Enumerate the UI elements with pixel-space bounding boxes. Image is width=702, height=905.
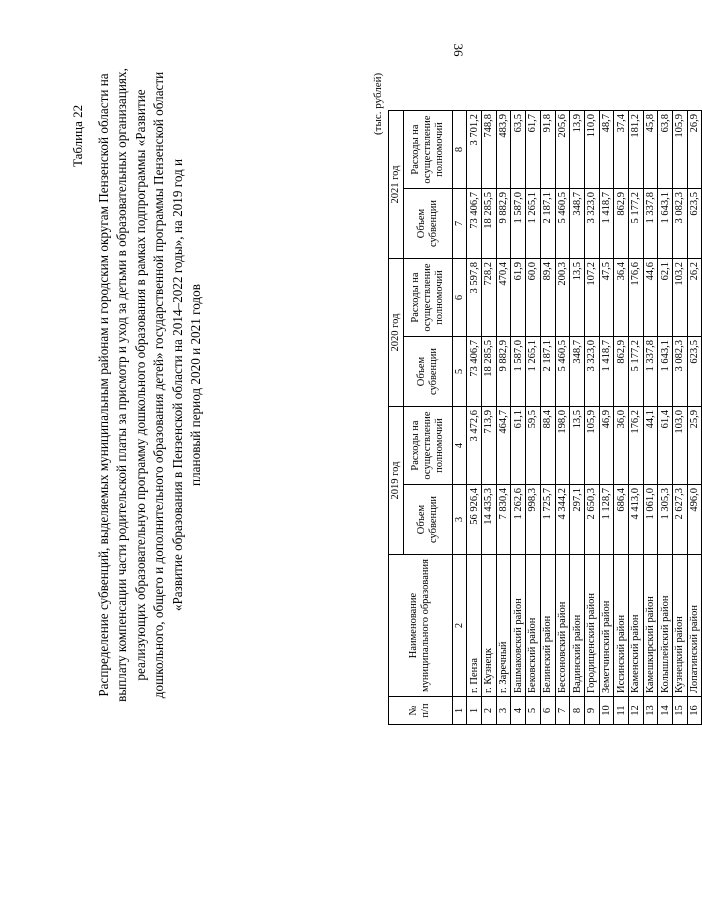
municipality-name: Колышлейский район xyxy=(658,555,673,697)
volume-2021: 2 187,1 xyxy=(540,189,555,259)
municipality-name: Башмаковский район xyxy=(511,555,526,697)
table-row xyxy=(526,111,541,725)
column-number: 3 xyxy=(452,485,467,555)
table-body xyxy=(467,111,702,725)
expenses-2021: 61,7 xyxy=(526,111,541,189)
document-title xyxy=(95,25,205,745)
units-label: (тыс. рублей) xyxy=(372,72,384,135)
row-number: 12 xyxy=(628,697,643,725)
volume-2020: 18 285,5 xyxy=(482,337,497,407)
expenses-2021: 3 701,2 xyxy=(467,111,482,189)
header-name: Наименование муниципального образования xyxy=(389,555,453,697)
column-number: 4 xyxy=(452,407,467,485)
volume-2020: 73 406,7 xyxy=(467,337,482,407)
table-row xyxy=(614,111,629,725)
volume-2019: 2 650,3 xyxy=(584,485,599,555)
volume-2019: 7 830,4 xyxy=(496,485,511,555)
volume-2021: 5 460,5 xyxy=(555,189,570,259)
expenses-2019: 44,1 xyxy=(643,407,658,485)
column-number: 1 xyxy=(452,697,467,725)
municipality-name: г. Заречный xyxy=(496,555,511,697)
expenses-2019: 105,9 xyxy=(584,407,599,485)
row-number: 3 xyxy=(496,697,511,725)
table-label: Таблица 22 xyxy=(70,104,85,167)
municipality-name: г. Кузнецк xyxy=(482,555,497,697)
volume-2021: 18 285,5 xyxy=(482,189,497,259)
column-number: 2 xyxy=(452,555,467,697)
expenses-2020: 47,5 xyxy=(599,259,614,337)
volume-2021: 348,7 xyxy=(570,189,585,259)
table-row xyxy=(658,111,673,725)
volume-2020: 5 177,2 xyxy=(628,337,643,407)
municipality-name: Белинский район xyxy=(540,555,555,697)
expenses-2020: 200,3 xyxy=(555,259,570,337)
table-row xyxy=(496,111,511,725)
column-number: 6 xyxy=(452,259,467,337)
expenses-2021: 48,7 xyxy=(599,111,614,189)
volume-2019: 1 128,7 xyxy=(599,485,614,555)
volume-2021: 623,5 xyxy=(687,189,702,259)
volume-2019: 4 344,2 xyxy=(555,485,570,555)
table-row xyxy=(673,111,688,725)
municipality-name: Земетчинский район xyxy=(599,555,614,697)
municipality-name: Вадинский район xyxy=(570,555,585,697)
expenses-2019: 61,1 xyxy=(511,407,526,485)
volume-2019: 686,4 xyxy=(614,485,629,555)
volume-2019: 998,3 xyxy=(526,485,541,555)
municipality-name: Каменский район xyxy=(628,555,643,697)
title-line: дошкольного, общего и дополнительного образования детей» государственной программы Пензенской области xyxy=(151,71,167,699)
header-year-2021: 2021 год xyxy=(389,111,404,259)
expenses-2020: 61,9 xyxy=(511,259,526,337)
expenses-2020: 36,4 xyxy=(614,259,629,337)
volume-2020: 2 187,1 xyxy=(540,337,555,407)
volume-2021: 3 082,3 xyxy=(673,189,688,259)
volume-2021: 1 418,7 xyxy=(599,189,614,259)
row-number: 8 xyxy=(570,697,585,725)
volume-2020: 862,9 xyxy=(614,337,629,407)
header-year-2020: 2020 год xyxy=(389,259,404,407)
expenses-2019: 198,0 xyxy=(555,407,570,485)
municipality-name: Камешкирский район xyxy=(643,555,658,697)
row-number: 4 xyxy=(511,697,526,725)
column-number: 8 xyxy=(452,111,467,189)
expenses-2021: 205,6 xyxy=(555,111,570,189)
expenses-2019: 36,0 xyxy=(614,407,629,485)
expenses-2020: 44,6 xyxy=(643,259,658,337)
municipality-name: Кузнецкий район xyxy=(673,555,688,697)
table-row xyxy=(467,111,482,725)
expenses-2021: 483,9 xyxy=(496,111,511,189)
expenses-2021: 37,4 xyxy=(614,111,629,189)
volume-2020: 1 643,1 xyxy=(658,337,673,407)
expenses-2020: 107,2 xyxy=(584,259,599,337)
column-number: 5 xyxy=(452,337,467,407)
volume-2021: 5 177,2 xyxy=(628,189,643,259)
municipality-name: Лопатинский район xyxy=(687,555,702,697)
expenses-2019: 3 472,6 xyxy=(467,407,482,485)
volume-2020: 3 082,3 xyxy=(673,337,688,407)
volume-2020: 1 265,1 xyxy=(526,337,541,407)
volume-2019: 4 413,0 xyxy=(628,485,643,555)
volume-2021: 1 643,1 xyxy=(658,189,673,259)
table-row xyxy=(643,111,658,725)
header-year-2019: 2019 год xyxy=(389,407,404,555)
header-volume: Объем субвенции xyxy=(403,337,452,407)
expenses-2020: 103,2 xyxy=(673,259,688,337)
volume-2021: 1 587,0 xyxy=(511,189,526,259)
volume-2021: 9 882,9 xyxy=(496,189,511,259)
expenses-2019: 464,7 xyxy=(496,407,511,485)
table-row xyxy=(599,111,614,725)
expenses-2021: 181,2 xyxy=(628,111,643,189)
header-expenses: Расходы на осуществление полномочий xyxy=(403,259,452,337)
expenses-2021: 91,8 xyxy=(540,111,555,189)
header-volume: Объем субвенции xyxy=(403,485,452,555)
volume-2019: 56 926,4 xyxy=(467,485,482,555)
expenses-2019: 13,5 xyxy=(570,407,585,485)
row-number: 10 xyxy=(599,697,614,725)
title-line: реализующих образовательную программу дошкольного образования в рамках подпрограммы «Развитие xyxy=(132,89,148,681)
row-number: 6 xyxy=(540,697,555,725)
row-number: 1 xyxy=(467,697,482,725)
volume-2021: 1 337,8 xyxy=(643,189,658,259)
expenses-2020: 60,0 xyxy=(526,259,541,337)
expenses-2019: 88,4 xyxy=(540,407,555,485)
expenses-2021: 105,9 xyxy=(673,111,688,189)
municipality-name: Бессоновский район xyxy=(555,555,570,697)
volume-2020: 9 882,9 xyxy=(496,337,511,407)
row-number: 2 xyxy=(482,697,497,725)
volume-2020: 5 460,5 xyxy=(555,337,570,407)
expenses-2020: 89,4 xyxy=(540,259,555,337)
volume-2019: 1 305,3 xyxy=(658,485,673,555)
expenses-2019: 59,5 xyxy=(526,407,541,485)
expenses-2019: 25,9 xyxy=(687,407,702,485)
expenses-2020: 728,2 xyxy=(482,259,497,337)
expenses-2021: 63,8 xyxy=(658,111,673,189)
expenses-2021: 45,8 xyxy=(643,111,658,189)
row-number: 16 xyxy=(687,697,702,725)
expenses-2019: 176,2 xyxy=(628,407,643,485)
volume-2020: 3 323,0 xyxy=(584,337,599,407)
expenses-2020: 26,2 xyxy=(687,259,702,337)
expenses-2021: 13,9 xyxy=(570,111,585,189)
title-line: выплату компенсации части родительской платы за присмотр и уход за детьми в образовательных организациях, xyxy=(114,68,130,702)
expenses-2019: 713,9 xyxy=(482,407,497,485)
volume-2021: 73 406,7 xyxy=(467,189,482,259)
row-number: 14 xyxy=(658,697,673,725)
expenses-2021: 26,9 xyxy=(687,111,702,189)
expenses-2020: 3 597,8 xyxy=(467,259,482,337)
volume-2020: 623,5 xyxy=(687,337,702,407)
volume-2020: 1 337,8 xyxy=(643,337,658,407)
title-line: «Развитие образования в Пензенской области на 2014–2022 годы», на 2019 год и xyxy=(169,158,185,612)
page-number: 36 xyxy=(451,43,466,57)
expenses-2019: 61,4 xyxy=(658,407,673,485)
table-row xyxy=(540,111,555,725)
table-row xyxy=(584,111,599,725)
title-line: Распределение субвенций, выделяемых муниципальным районам и городским округам Пензенской области на xyxy=(96,73,111,697)
volume-2020: 348,7 xyxy=(570,337,585,407)
volume-2019: 1 725,7 xyxy=(540,485,555,555)
expenses-2020: 470,4 xyxy=(496,259,511,337)
column-number: 7 xyxy=(452,189,467,259)
volume-2020: 1 587,0 xyxy=(511,337,526,407)
row-number: 7 xyxy=(555,697,570,725)
expenses-2020: 13,5 xyxy=(570,259,585,337)
expenses-2021: 748,8 xyxy=(482,111,497,189)
municipality-name: Городищенский район xyxy=(584,555,599,697)
subsidy-table xyxy=(388,110,702,725)
table-row xyxy=(555,111,570,725)
volume-2019: 297,1 xyxy=(570,485,585,555)
volume-2021: 1 265,1 xyxy=(526,189,541,259)
row-number: 9 xyxy=(584,697,599,725)
volume-2019: 1 061,0 xyxy=(643,485,658,555)
municipality-name: Бековский район xyxy=(526,555,541,697)
expenses-2020: 62,1 xyxy=(658,259,673,337)
row-number: 5 xyxy=(526,697,541,725)
row-number: 15 xyxy=(673,697,688,725)
volume-2019: 496,0 xyxy=(687,485,702,555)
column-number-row xyxy=(452,111,467,725)
expenses-2021: 63,5 xyxy=(511,111,526,189)
table-row xyxy=(511,111,526,725)
expenses-2019: 46,9 xyxy=(599,407,614,485)
municipality-name: Иссинский район xyxy=(614,555,629,697)
table-row xyxy=(687,111,702,725)
header-expenses: Расходы на осуществление полномочий xyxy=(403,111,452,189)
header-expenses: Расходы на осуществление полномочий xyxy=(403,407,452,485)
header-volume: Объем субвенции xyxy=(403,189,452,259)
volume-2021: 862,9 xyxy=(614,189,629,259)
volume-2019: 2 627,3 xyxy=(673,485,688,555)
table-row xyxy=(570,111,585,725)
table-row xyxy=(482,111,497,725)
title-line: плановый период 2020 и 2021 годов xyxy=(188,284,204,486)
expenses-2019: 103,0 xyxy=(673,407,688,485)
expenses-2020: 176,6 xyxy=(628,259,643,337)
volume-2019: 1 262,6 xyxy=(511,485,526,555)
table-row xyxy=(628,111,643,725)
volume-2019: 14 435,3 xyxy=(482,485,497,555)
header-num: № п/п xyxy=(389,697,453,725)
row-number: 13 xyxy=(643,697,658,725)
expenses-2021: 110,0 xyxy=(584,111,599,189)
volume-2021: 3 323,0 xyxy=(584,189,599,259)
municipality-name: г. Пенза xyxy=(467,555,482,697)
row-number: 11 xyxy=(614,697,629,725)
volume-2020: 1 418,7 xyxy=(599,337,614,407)
